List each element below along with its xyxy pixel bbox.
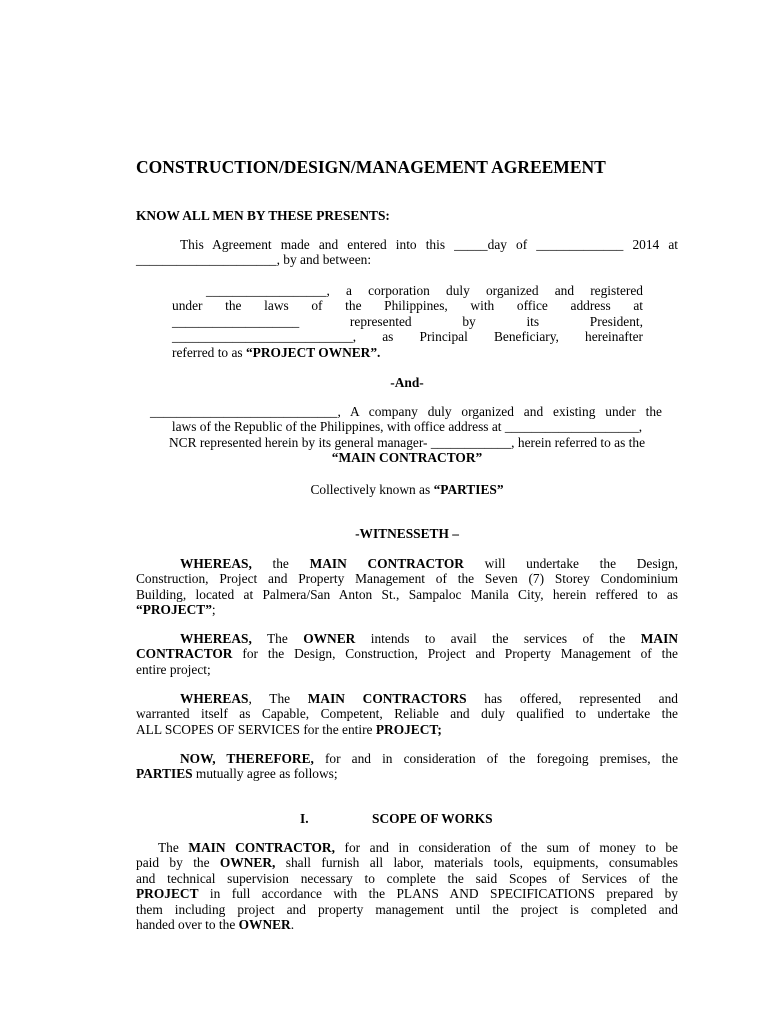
whereas-3-line-1 [136, 691, 678, 706]
section-1-number: I. [300, 811, 309, 826]
owner-paragraph [172, 283, 643, 360]
project-term: “PROJECT” [136, 602, 212, 618]
scope-line-1-start: The [158, 840, 189, 855]
scope-line-2 [136, 855, 678, 870]
now-therefore-line-1 [136, 751, 678, 766]
whereas-2-line-3: entire project; [136, 661, 211, 677]
whereas-2-line-1 [136, 631, 678, 646]
whereas-1-text-b: will undertake the Design, [463, 556, 679, 571]
scope-line-5: them including project and property management until the project is completed and [136, 901, 678, 917]
scope-line-1 [136, 840, 678, 855]
owner-line-2: under the laws of the Philippines, with office address at [172, 298, 643, 314]
parties-term: “PARTIES” [433, 482, 504, 497]
whereas-3-project: PROJECT; [375, 721, 442, 737]
intro-paragraph [136, 237, 678, 268]
whereas-3-line-3-text: ALL SCOPES OF SERVICES for the entire [136, 721, 376, 737]
main-contractor-term: “MAIN CONTRACTOR” [331, 450, 483, 466]
scope-paragraph [136, 840, 678, 932]
contractor-paragraph [136, 404, 678, 466]
whereas-3-text-b: has offered, represented and [466, 691, 679, 706]
now-therefore-parties: PARTIES [136, 766, 193, 782]
project-owner-term: “PROJECT OWNER”. [245, 344, 381, 360]
now-therefore-keyword: NOW, THEREFORE, [180, 751, 314, 766]
whereas-2-text-b: intends to avail the services of the [355, 631, 641, 646]
now-therefore-line-2 [136, 766, 678, 781]
whereas-2-main: MAIN [640, 631, 678, 646]
scope-project: PROJECT [136, 886, 199, 902]
whereas-2-owner: OWNER [303, 631, 356, 646]
whereas-3-line-3 [136, 722, 678, 737]
now-therefore-text: for and in consideration of the foregoing premises, the [313, 751, 679, 766]
collectively-known [136, 482, 678, 497]
owner-line-1: __________________, a corporation duly organized and registered [206, 283, 643, 298]
intro-line-1: This Agreement made and entered into this _____day of _____________ 2014 at [180, 237, 678, 252]
scope-line-1-text: for and in consideration of the sum of money to be [334, 840, 678, 855]
whereas-paragraph-1 [136, 556, 678, 618]
scope-line-4 [136, 886, 678, 901]
whereas-1-keyword: WHEREAS, [180, 556, 252, 571]
owner-line-5-text: referred to as [172, 344, 246, 360]
section-1-title: SCOPE OF WORKS [372, 811, 493, 826]
whereas-2-line-2-text: for the Design, Construction, Project and Property Management of the [232, 646, 678, 662]
owner-line-5 [172, 345, 643, 360]
contractor-line-1 [136, 404, 662, 419]
scope-line-6 [136, 917, 678, 932]
whereas-3-line-2: warranted itself as Capable, Competent, Reliable and duly qualified to undertake the [136, 706, 678, 722]
whereas-3-text-a: , The [248, 691, 308, 706]
witnesseth-heading [136, 526, 678, 541]
section-1-heading [300, 811, 493, 826]
now-therefore-paragraph [136, 751, 678, 782]
whereas-3-keyword: WHEREAS [180, 691, 249, 706]
contractor-line-1-text: A company duly organized and existing under the [340, 404, 662, 419]
scope-line-4-text: in full accordance with the PLANS AND SPECIFICATIONS prepared by [198, 886, 678, 902]
whereas-paragraph-2 [136, 631, 678, 677]
whereas-2-keyword: WHEREAS, [180, 631, 252, 646]
whereas-1-main-contractor: MAIN CONTRACTOR [309, 556, 464, 571]
contractor-line-4 [136, 450, 678, 465]
whereas-1-line-3: Building, located at Palmera/San Anton St., Sampaloc Manila City, herein reffered to as [136, 586, 678, 602]
scope-line-6-owner: OWNER [238, 916, 291, 932]
whereas-1-text-a: the [251, 556, 310, 571]
know-all-men-heading: KNOW ALL MEN BY THESE PRESENTS: [136, 208, 390, 223]
whereas-2-contractor: CONTRACTOR [136, 646, 233, 662]
contractor-blank: ____________________________, [150, 404, 341, 419]
whereas-2-line-2 [136, 646, 678, 661]
collectively-text: Collectively known as [310, 482, 434, 497]
scope-main-contractor: MAIN CONTRACTOR, [188, 840, 335, 855]
whereas-1-line-4-end: ; [211, 602, 216, 618]
and-label-text: -And- [390, 375, 424, 390]
witnesseth-text: -WITNESSETH – [355, 526, 459, 541]
owner-line-3: ___________________ represented by its President, [172, 313, 643, 329]
whereas-paragraph-3 [136, 691, 678, 737]
whereas-3-main-contractors: MAIN CONTRACTORS [307, 691, 467, 706]
whereas-1-line-4 [136, 602, 678, 617]
scope-line-6-start: handed over to the [136, 916, 239, 932]
now-therefore-line-2-text: mutually agree as follows; [192, 766, 338, 782]
whereas-2-text-a: The [251, 631, 304, 646]
whereas-1-line-2: Construction, Project and Property Management of the Seven (7) Storey Condominium [136, 571, 678, 587]
scope-owner: OWNER, [219, 855, 276, 871]
scope-line-3: and technical supervision necessary to complete the said Scopes of Services of the [136, 870, 678, 886]
scope-line-2-text: shall furnish all labor, materials tools, equipments, consumables [275, 855, 678, 871]
contractor-line-3: NCR represented herein by its general manager- ____________, herein referred to as the [168, 434, 646, 450]
and-label [136, 375, 678, 390]
owner-line-4: ___________________________, as Principal Beneficiary, hereinafter [172, 329, 643, 345]
scope-line-2-start: paid by the [136, 855, 220, 871]
scope-line-6-end: . [290, 916, 295, 932]
document-title: CONSTRUCTION/DESIGN/MANAGEMENT AGREEMENT [136, 157, 606, 177]
intro-line-2: _____________________, by and between: [136, 252, 372, 268]
contractor-line-2: laws of the Republic of the Philippines, with office address at ____________________, [171, 419, 643, 435]
whereas-1-line-1 [136, 556, 678, 571]
